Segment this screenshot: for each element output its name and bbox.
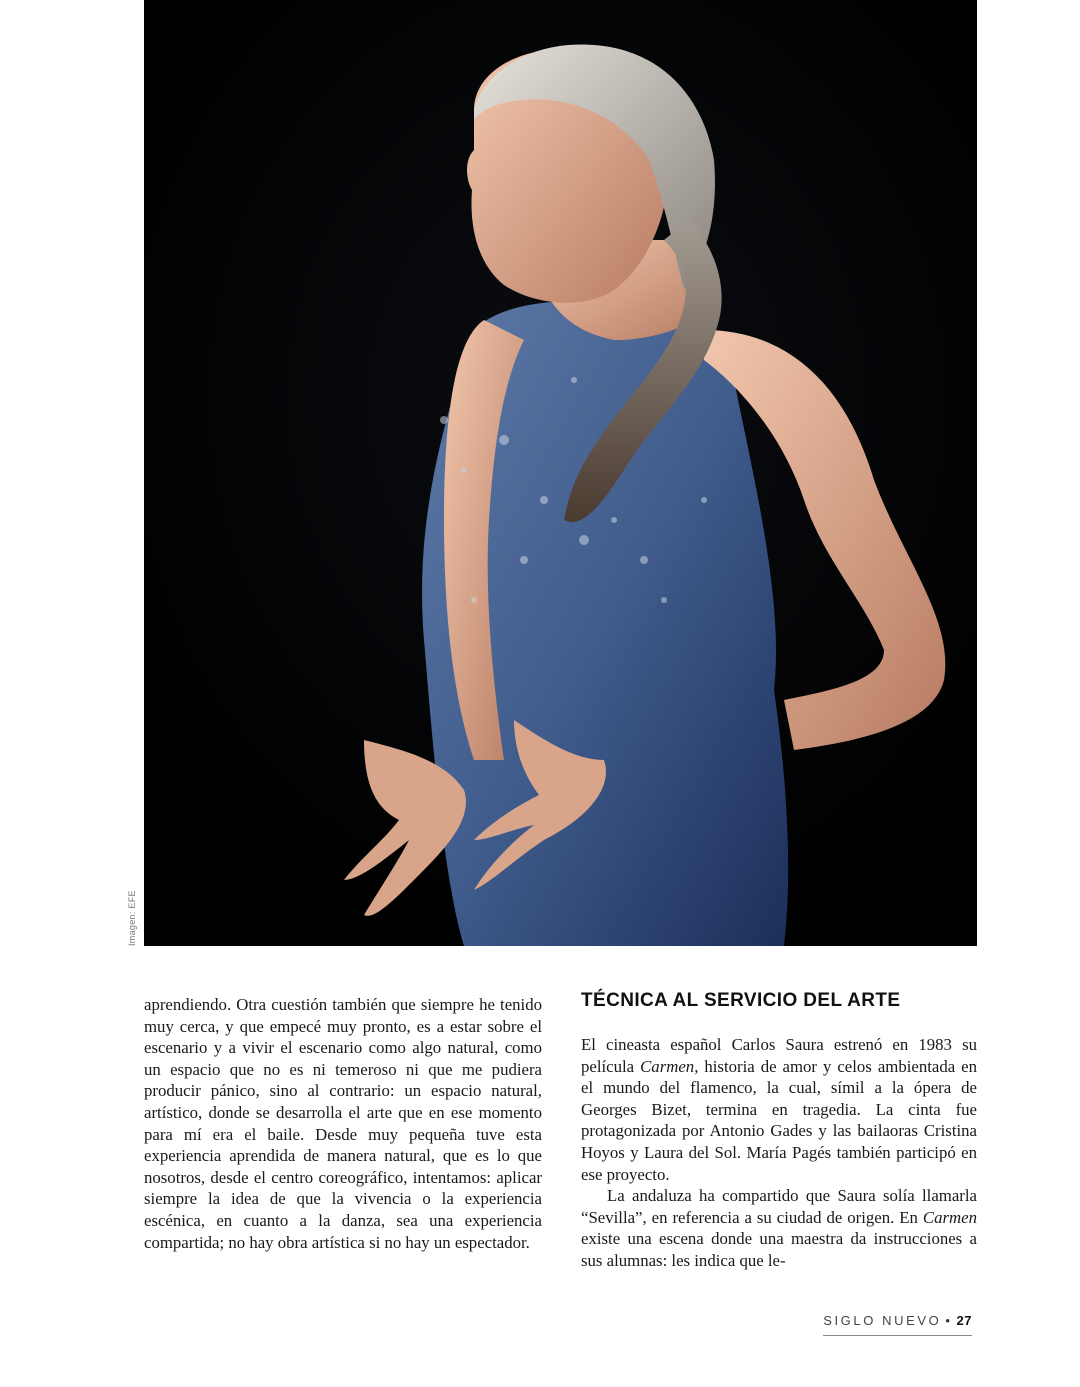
footer-separator: • [945, 1313, 953, 1328]
dancer-photo [144, 0, 977, 946]
p1-text-b: , historia de amor y celos ambientada en el mundo del flamenco, la cual, símil a la ópera de Georges Bizet, termina en tragedia. La cinta fue protagonizada por Antonio Gades y las bailaoras Cristina Hoyos y Laura del Sol. María Pagés también participó en ese proyecto. [581, 1056, 977, 1184]
magazine-name: SIGLO NUEVO [823, 1313, 942, 1328]
right-paragraph-2 [581, 1185, 977, 1271]
page-footer [823, 1313, 972, 1336]
p2-text-b: existe una escena donde una maestra da instrucciones a sus alumnas: les indica que le- [581, 1229, 977, 1270]
photo-credit: Imagen: EFE [127, 890, 137, 946]
left-column [144, 994, 542, 1253]
p1-text-a: El cineasta español Carlos Saura estrenó en 1983 su película [581, 1035, 977, 1076]
section-heading: TÉCNICA AL SERVICIO DEL ARTE [581, 990, 901, 1011]
page-number: 27 [956, 1313, 972, 1328]
p2-text-a: La andaluza ha compartido que Saura solía llamarla “Sevilla”, en referencia a su ciudad de origen. En [581, 1186, 977, 1227]
right-paragraph-1 [581, 1034, 977, 1185]
p1-film-title: Carmen [640, 1056, 695, 1076]
p2-film-title: Carmen [922, 1207, 977, 1227]
dancer-illustration [144, 0, 977, 946]
right-column [581, 990, 977, 1272]
left-paragraph: aprendiendo. Otra cuestión también que siempre he tenido muy cerca, y que empecé muy pronto, es a estar sobre el escenario y a vivir el escenario como algo natural, como un espacio que no es ni temeroso ni que me pudiera producir pánico, sino al contrario: un espacio natural, artístico, donde se desarrolla el arte que en ese momento para mí era el baile. Desde muy pequeña tuve esta experiencia aprendida de manera natural, que es lo que nosotros, desde el centro coreográfico, intentamos: aplicar siempre la idea de que la vivencia o la experiencia escénica, en cuanto a la danza, sea una experiencia compartida; no hay obra artística si no hay un espectador. [144, 995, 542, 1252]
